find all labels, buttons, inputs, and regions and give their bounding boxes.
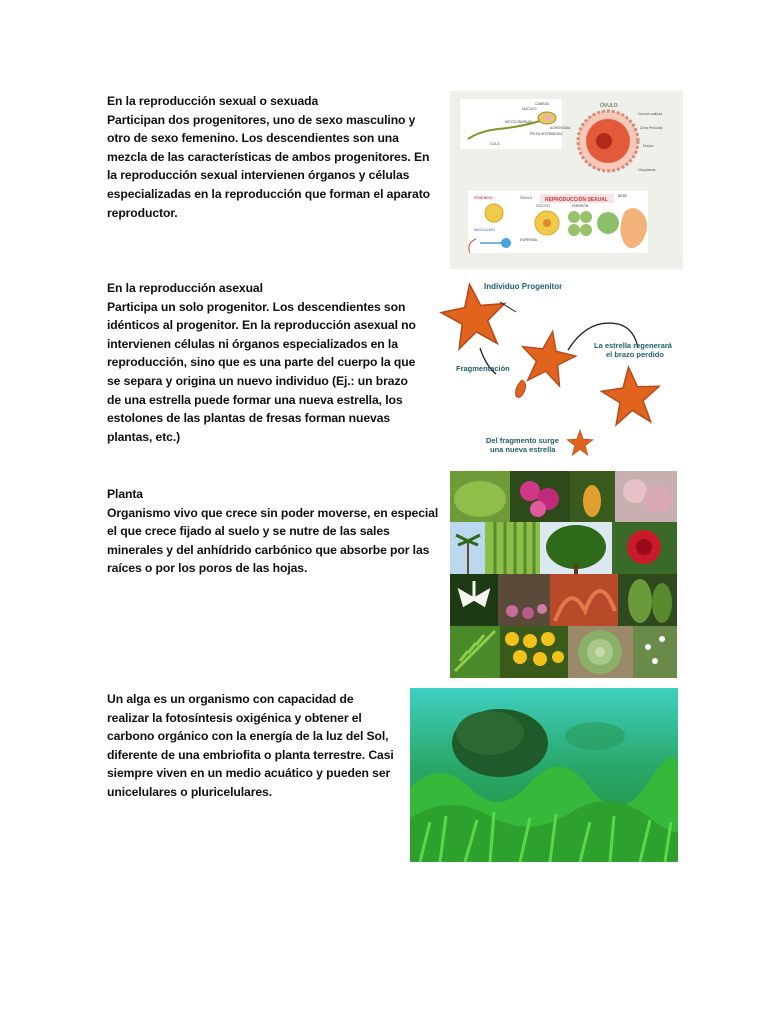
section-title: En la reproducción asexual [107,281,263,295]
svg-text:FEMENINO: FEMENINO [474,196,493,200]
svg-text:BEBÉ: BEBÉ [618,194,628,198]
svg-text:EMBRIÓN: EMBRIÓN [572,204,589,208]
section-title: Planta [107,487,143,501]
algae-underwater-photo [410,688,678,862]
svg-text:MITOCONDRIAS: MITOCONDRIAS [505,120,533,124]
starfish-regeneration-diagram [438,278,683,463]
section-asexual [107,279,425,446]
svg-text:NÚCLEO: NÚCLEO [522,107,537,111]
svg-text:ESPERMA: ESPERMA [520,238,538,242]
flow-banner: REPRODUCCIÓN SEXUAL [545,197,608,203]
svg-text:Núcleo: Núcleo [643,144,654,148]
section-sexual [107,92,432,222]
label-new-star: Del fragmento surge [486,436,559,445]
section-body: Un alga es un organismo con capacidad de realizar la fotosíntesis oxigénica y obtener el carbono orgánico con la energía de la luz del Sol, diferente de una embriofita o planta terrestre. Casi siempre viven en un medio acuático y pueden ser unicelulares o pluricelulares. [107,692,394,799]
svg-text:una nueva estrella: una nueva estrella [490,445,556,454]
svg-text:MASCULINO: MASCULINO [474,228,495,232]
svg-text:ÓVULO: ÓVULO [520,196,533,200]
svg-text:Corona radiada: Corona radiada [638,112,663,116]
sexual-reproduction-diagram [450,91,683,269]
section-algae [107,690,397,802]
svg-text:PIEZA INTERMEDIA: PIEZA INTERMEDIA [530,132,563,136]
label-fragmentation: Fragmentación [456,364,510,373]
svg-text:CIGOTO: CIGOTO [536,204,550,208]
svg-text:el brazo perdido: el brazo perdido [606,350,664,359]
section-body: Participa un solo progenitor. Los descendientes son idénticos al progenitor. En la reproducción asexual no intervienen células ni órganos especializados en la reproducción, sino que es una parte del cuerpo la que se separa y origina un nuevo individuo (Ej.: un brazo de una estrella puede formar una nueva estrella, los estolones de las plantas de fresas forman nuevas plantas, etc.) [107,299,416,444]
section-plant [107,485,442,578]
label-regenerates: La estrella regenerará [594,341,672,350]
section-body: Participan dos progenitores, uno de sexo masculino y otro de sexo femenino. Los descendientes son una mezcla de las características de ambos progenitores. En la reproducción sexual intervienen órganos y células especializadas en la reproducción que forman el aparato reproductor. [107,112,430,220]
svg-text:ACROSOMA: ACROSOMA [550,126,571,130]
section-title: En la reproducción sexual o sexuada [107,94,319,108]
plants-collage [450,471,677,678]
label-progenitor: Individuo Progenitor [484,282,563,291]
section-body: Organismo vivo que crece sin poder moverse, en especial el que crece fijado al suelo y se nutre de las sales minerales y del anhídrido carbónico que absorbe por las raíces o por los poros de las hojas. [107,505,439,576]
ovule-title: ÓVULO [600,103,618,109]
svg-text:Citoplasma: Citoplasma [638,168,656,172]
svg-text:Zona Pelúcida: Zona Pelúcida [640,126,663,130]
svg-text:COLA: COLA [490,142,500,146]
sperm-label: CABEZA [535,102,550,106]
